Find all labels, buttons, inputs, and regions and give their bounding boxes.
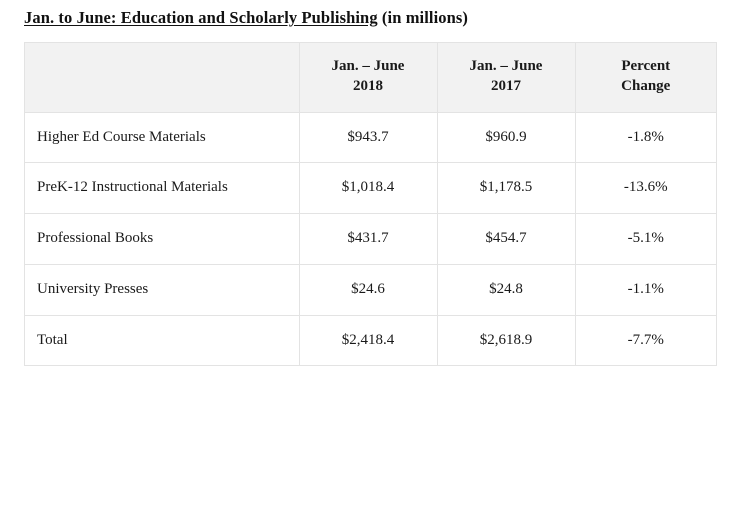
- caption-rest-text: (in millions): [377, 8, 469, 27]
- table-header-row: [25, 43, 716, 112]
- row-value-2018: $943.7: [299, 112, 437, 163]
- table-header-2017: [437, 43, 575, 112]
- row-value-2018: $1,018.4: [299, 163, 437, 214]
- row-value-2018: $431.7: [299, 214, 437, 265]
- caption-underlined-text: Jan. to June: Education and Scholarly Publishing: [24, 8, 378, 27]
- row-label: Total: [25, 315, 299, 365]
- row-value-2018: $2,418.4: [299, 315, 437, 365]
- header-2018-line2: 2018: [353, 78, 383, 95]
- row-value-2018: $24.6: [299, 264, 437, 315]
- header-2017-line2: 2017: [491, 78, 521, 95]
- table-row-total: [25, 315, 716, 365]
- row-percent-change: -1.8%: [575, 112, 716, 163]
- row-label: PreK-12 Instructional Materials: [25, 163, 299, 214]
- header-change-line2: Change: [621, 78, 671, 95]
- data-table-container: [24, 42, 717, 366]
- row-value-2017: $1,178.5: [437, 163, 575, 214]
- table-header: [25, 43, 716, 112]
- row-percent-change: -1.1%: [575, 264, 716, 315]
- table-body: [25, 112, 716, 365]
- row-percent-change: -7.7%: [627, 331, 664, 348]
- row-value-2017: $960.9: [437, 112, 575, 163]
- row-value-2017: $2,618.9: [437, 315, 575, 365]
- table-header-2018: [299, 43, 437, 112]
- row-label: Professional Books: [25, 214, 299, 265]
- table-row: [25, 112, 716, 163]
- header-2017-line1: Jan. – June: [469, 58, 543, 74]
- row-value-2017: $454.7: [437, 214, 575, 265]
- row-value-2017: $24.8: [437, 264, 575, 315]
- table-row: [25, 163, 716, 214]
- table-header-corner: [25, 43, 299, 112]
- table-row: [25, 264, 716, 315]
- row-percent-change: -13.6%: [575, 163, 716, 214]
- row-label: University Presses: [25, 264, 299, 315]
- row-percent-change: -5.1%: [575, 214, 716, 265]
- header-2018-line1: Jan. – June: [331, 58, 405, 74]
- table-caption: [0, 8, 741, 28]
- header-change-line1: Percent: [621, 58, 671, 74]
- table-row: [25, 214, 716, 265]
- row-label: Higher Ed Course Materials: [25, 112, 299, 163]
- table-header-percent-change: [575, 43, 716, 112]
- education-publishing-table: [25, 43, 716, 365]
